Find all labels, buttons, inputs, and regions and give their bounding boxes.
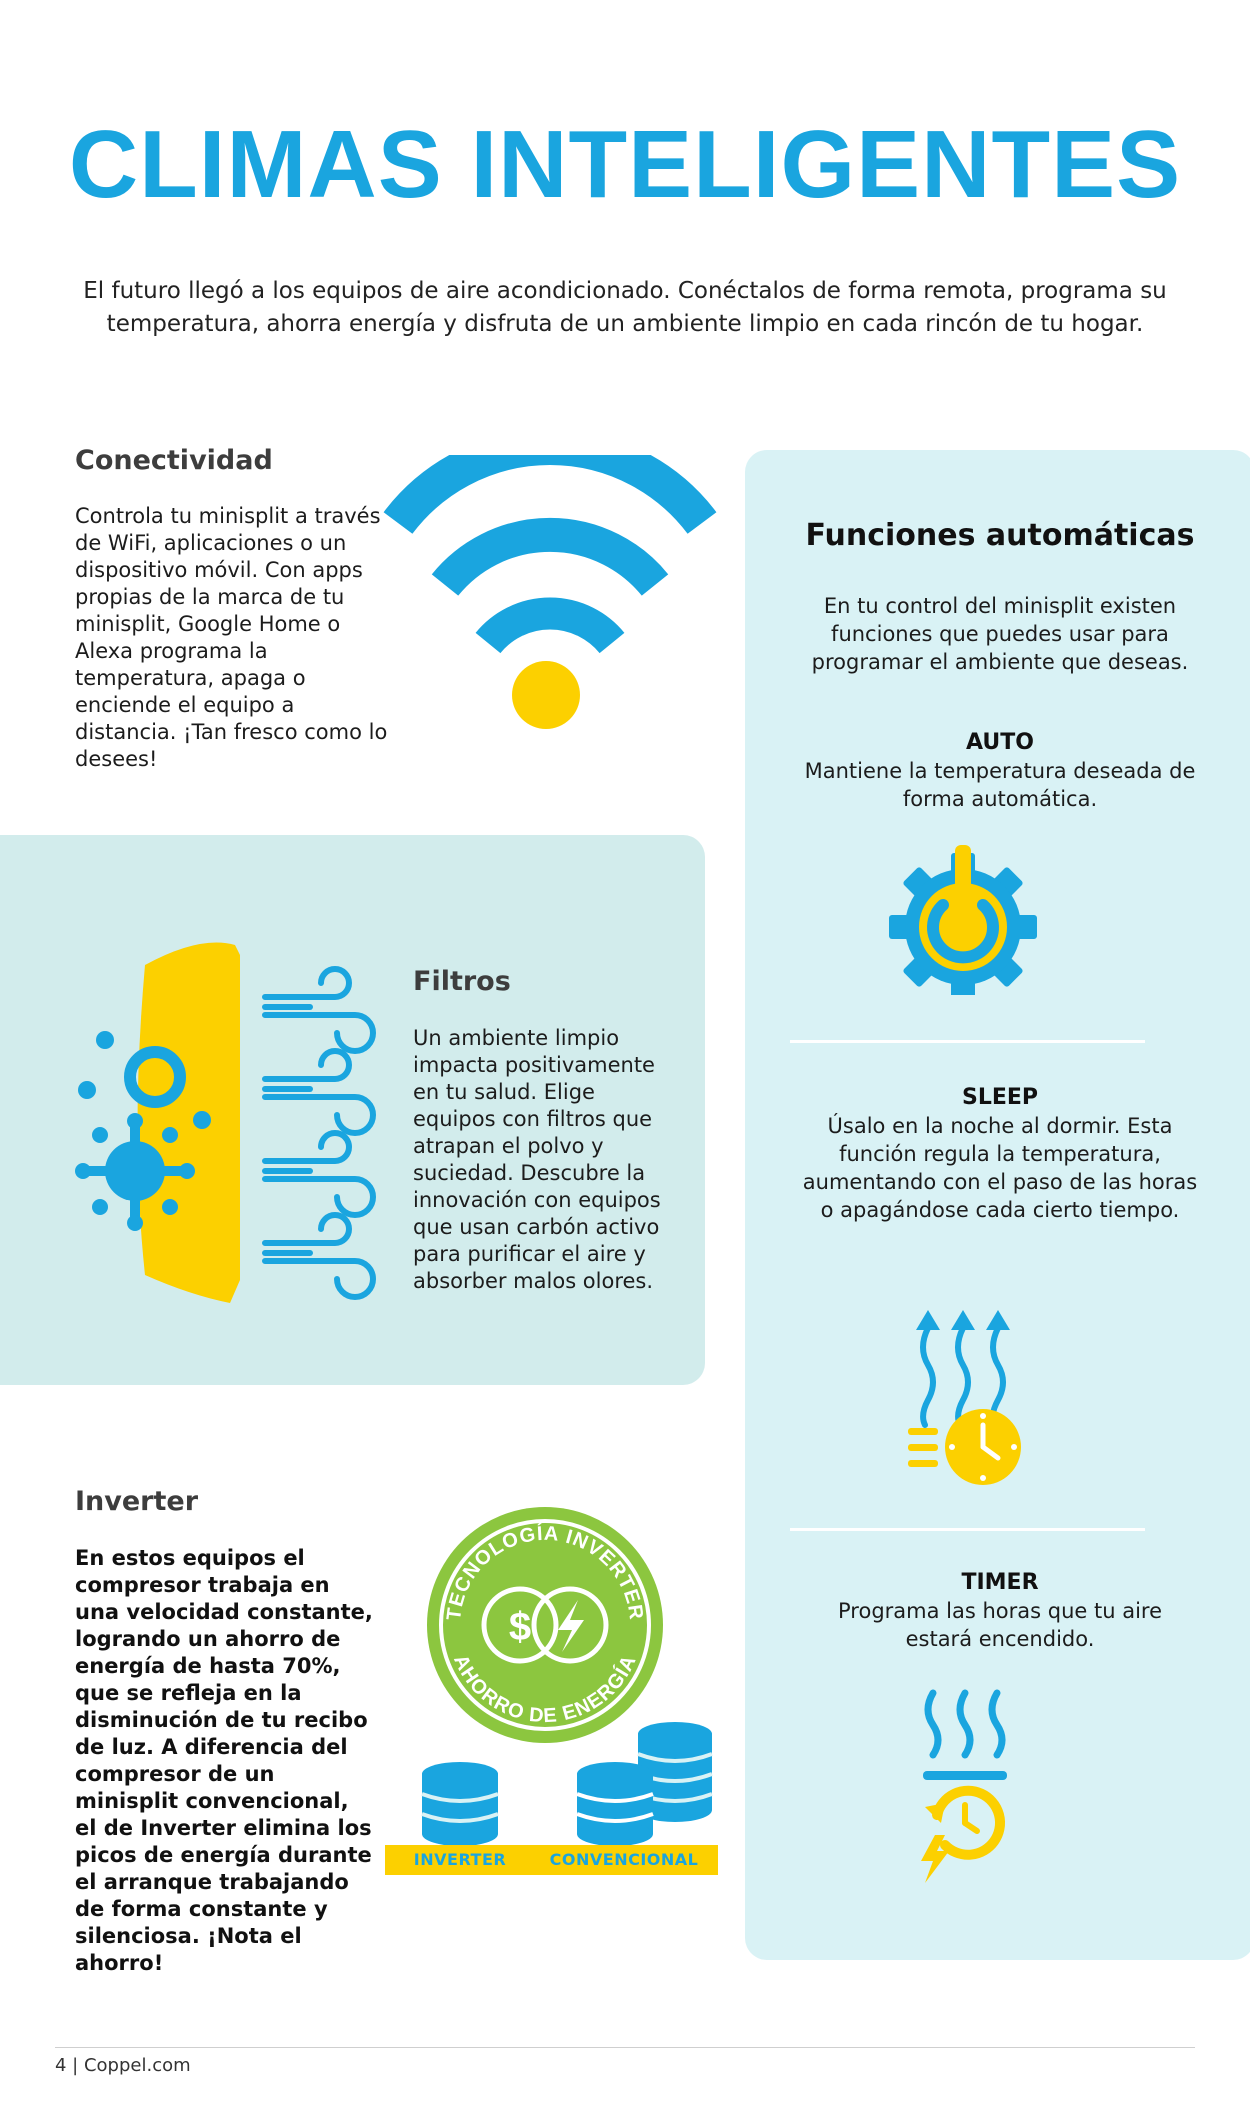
timer-title: TIMER xyxy=(961,1570,1039,1595)
auto-text: Mantiene la temperatura deseada de forma automática. xyxy=(804,759,1196,811)
inverter-heading: Inverter xyxy=(75,1486,199,1517)
intro-text: El futuro llegó a los equipos de aire acondicionado. Conéctalos de forma remota, programa su temperatura, ahorra energía y disfruta de un ambiente limpio en cada rincón de tu hogar. xyxy=(83,278,1167,337)
funciones-intro: En tu control del minisplit existen funciones que puedes usar para programar el ambiente que deseas. xyxy=(811,594,1189,674)
badge-top-text: TECNOLOGÍA INVERTER xyxy=(442,1522,648,1622)
auto-title: AUTO xyxy=(966,730,1034,755)
conectividad-text: Controla tu minisplit a través de WiFi, aplicaciones o un dispositivo móvil. Con apps propias de la marca de tu minisplit, Google Home o Alexa programa la temperatura, apaga o enciende el equipo a distancia. ¡Tan fresco como lo desees! xyxy=(75,504,388,771)
divider-1 xyxy=(790,1040,1145,1043)
inverter-text: En estos equipos el compresor trabaja en una velocidad constante, logrando un ahorro de energía de hasta 70%, que se refleja en la disminución de tu recibo de luz. A diferencia del compresor de un minisplit convencional, el de Inverter elimina los picos de energía durante el arranque trabajando de forma constante y silenciosa. ¡Nota el ahorro! xyxy=(75,1546,373,1975)
inverter-badge xyxy=(420,1500,670,1750)
wifi-icon xyxy=(380,455,720,735)
conectividad-heading: Conectividad xyxy=(75,445,273,476)
timer-icon xyxy=(915,1685,1015,1885)
air-filter-icon xyxy=(70,935,380,1315)
coins-convencional-icon xyxy=(575,1720,715,1850)
divider-2 xyxy=(790,1528,1145,1531)
footer-divider xyxy=(55,2047,1195,2048)
filtros-text: Un ambiente limpio impacta positivamente en tu salud. Elige equipos con filtros que atrapan el polvo y suciedad. Descubre la innovación con equipos que usan carbón activo para purificar el aire y absorber malos olores. xyxy=(413,1026,661,1293)
funciones-heading: Funciones automáticas xyxy=(805,518,1195,553)
svg-text:$: $ xyxy=(508,1605,532,1649)
page-title: CLIMAS INTELIGENTES xyxy=(68,111,1182,218)
sleep-text: Úsalo en la noche al dormir. Esta función regula la temperatura, aumentando con el paso de las horas o apagándose cada cierto tiempo. xyxy=(802,1114,1198,1222)
badge-bottom-text: AHORRO DE ENERGÍA xyxy=(449,1651,641,1728)
power-gear-icon xyxy=(888,845,1038,995)
sleep-title: SLEEP xyxy=(961,1085,1039,1110)
filtros-heading: Filtros xyxy=(413,966,511,997)
footer-text: 4 | Coppel.com xyxy=(55,2055,191,2076)
inverter-label: INVERTER xyxy=(385,1845,535,1875)
timer-text: Programa las horas que tu aire estará encendido. xyxy=(838,1599,1162,1651)
convencional-label: CONVENCIONAL xyxy=(530,1845,718,1875)
coins-inverter-icon xyxy=(420,1760,500,1850)
heat-clock-icon xyxy=(900,1310,1030,1490)
